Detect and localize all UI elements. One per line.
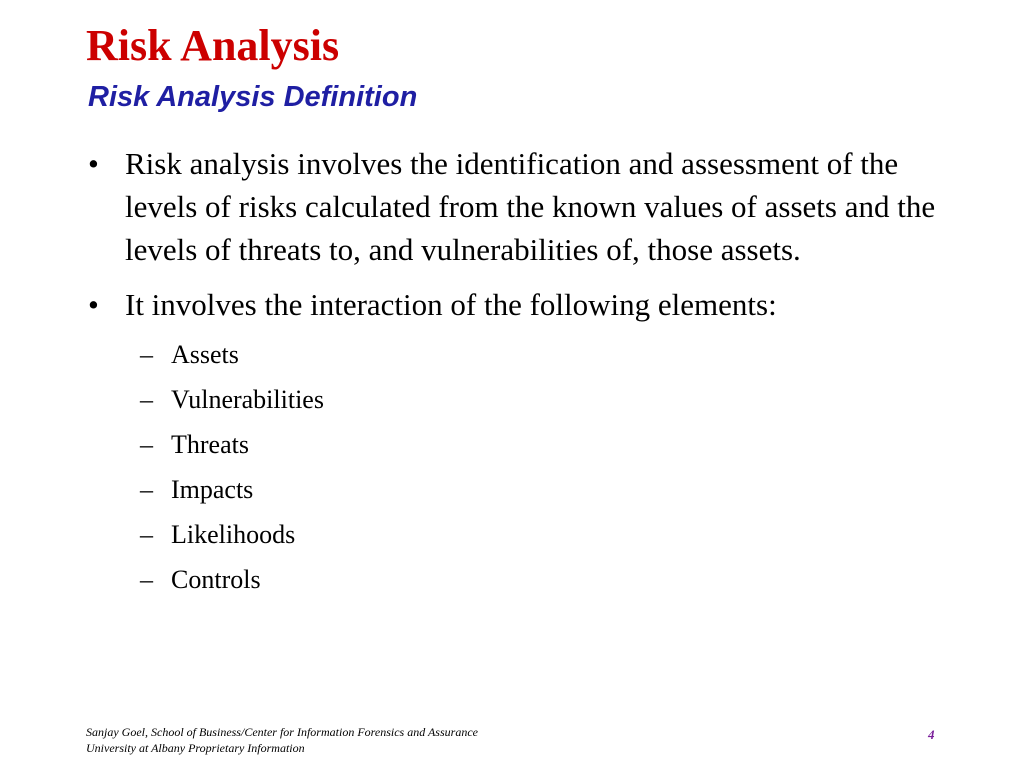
sub-bullet-item xyxy=(86,467,966,512)
dash-marker: – xyxy=(140,520,153,549)
bullet-marker: • xyxy=(88,287,99,322)
slide-subtitle: Risk Analysis Definition xyxy=(88,81,418,113)
bullet-text: It involves the interaction of the following elements: xyxy=(125,287,777,322)
sub-bullet-text: Impacts xyxy=(171,475,254,504)
sub-bullet-list xyxy=(86,332,966,602)
sub-bullet-item xyxy=(86,332,966,377)
sub-bullet-text: Threats xyxy=(171,430,249,459)
dash-marker: – xyxy=(140,475,153,504)
dash-marker: – xyxy=(140,565,153,594)
slide-content xyxy=(86,142,966,602)
bullet-item xyxy=(86,142,966,271)
bullet-text: Risk analysis involves the identification and assessment of the levels of risks calculated from the known values of assets and the levels of threats to, and vulnerabilities of, those assets. xyxy=(125,146,936,267)
dash-marker: – xyxy=(140,385,153,414)
bullet-item xyxy=(86,283,966,326)
footer-author-line: Sanjay Goel, School of Business/Center for Information Forensics and Assurance xyxy=(86,725,478,739)
sub-bullet-text: Likelihoods xyxy=(171,520,296,549)
sub-bullet-text: Vulnerabilities xyxy=(171,385,324,414)
sub-bullet-text: Assets xyxy=(171,340,239,369)
dash-marker: – xyxy=(140,340,153,369)
bullet-marker: • xyxy=(88,146,99,181)
sub-bullet-item xyxy=(86,512,966,557)
sub-bullet-item xyxy=(86,557,966,602)
slide-footer xyxy=(86,724,478,756)
dash-marker: – xyxy=(140,430,153,459)
page-number: 4 xyxy=(928,727,935,742)
sub-bullet-item xyxy=(86,377,966,422)
slide-title: Risk Analysis xyxy=(86,21,340,70)
sub-bullet-text: Controls xyxy=(171,565,261,594)
sub-bullet-item xyxy=(86,422,966,467)
footer-proprietary-line: University at Albany Proprietary Information xyxy=(86,741,305,755)
